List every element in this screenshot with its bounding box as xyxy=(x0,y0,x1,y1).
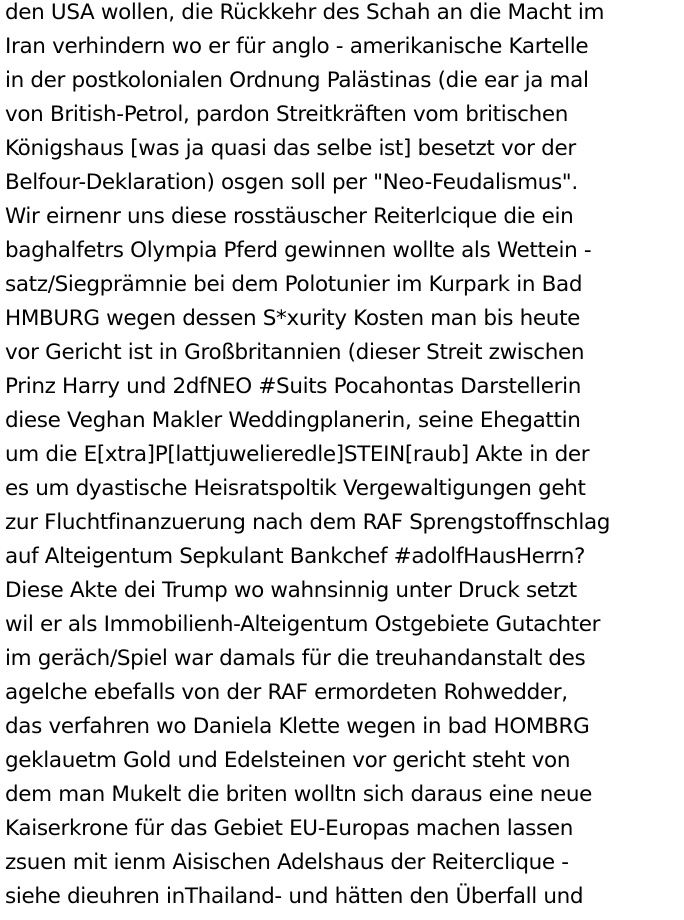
text-line: Prinz Harry und 2dfNEO #Suits Pocahontas Darstellerin xyxy=(5,374,582,399)
text-line: um die E[xtra]P[lattjuwelieredle]STEIN[raub] Akte in der xyxy=(5,442,590,467)
text-line: dem man Mukelt die briten wolltn sich daraus eine neue xyxy=(5,782,593,807)
text-line: im geräch/Spiel war damals für die treuhandanstalt des xyxy=(5,646,586,671)
text-line: zur Fluchtfinanzuerung nach dem RAF Sprengstoffnschlag xyxy=(5,510,611,535)
text-line: satz/Siegprämnie bei dem Polotunier im Kurpark in Bad xyxy=(5,272,583,297)
text-line: in der postkolonialen Ordnung Palästinas (die ear ja mal xyxy=(5,68,589,93)
text-line: den USA wollen, die Rückkehr des Schah an die Macht im xyxy=(5,0,605,25)
text-line: es um dyastische Heisratspoltik Vergewaltigungen geht xyxy=(5,476,586,501)
text-line: auf Alteigentum Sepkulant Bankchef #adolfHausHerrn? xyxy=(5,544,586,569)
text-line: Königshaus [was ja quasi das selbe ist] besetzt vor der xyxy=(5,136,576,161)
text-line: geklauetm Gold und Edelsteinen vor gericht steht von xyxy=(5,748,571,773)
text-line: HMBURG wegen dessen S*xurity Kosten man bis heute xyxy=(5,306,581,331)
text-line: diese Veghan Makler Weddingplanerin, seine Ehegattin xyxy=(5,408,581,433)
text-line: Kaiserkrone für das Gebiet EU-Europas machen lassen xyxy=(5,816,574,841)
text-line: siehe dieuhren inThailand- und hätten den Überfall und xyxy=(5,884,584,909)
text-line: wil er als Immobilienh-Alteigentum Ostgebiete Gutachter xyxy=(5,612,601,637)
text-line: agelche ebefalls von der RAF ermordeten Rohwedder, xyxy=(5,680,568,705)
body-text xyxy=(5,0,684,914)
text-line: baghalfetrs Olympia Pferd gewinnen wollte als Wettein - xyxy=(5,238,592,263)
text-line: Belfour-Deklaration) osgen soll per "Neo-Feudalismus". xyxy=(5,170,578,195)
text-line: das verfahren wo Daniela Klette wegen in bad HOMBRG xyxy=(5,714,590,739)
text-line: vor Gericht ist in Großbritannien (dieser Streit zwischen xyxy=(5,340,585,365)
text-line: Wir eirnenr uns diese rosstäuscher Reiterlcique die ein xyxy=(5,204,574,229)
text-line: zsuen mit ienm Aisischen Adelshaus der Reiterclique - xyxy=(5,850,569,875)
text-line: Iran verhindern wo er für anglo - amerikanische Kartelle xyxy=(5,34,589,59)
text-line: von British-Petrol, pardon Streitkräften vom britischen xyxy=(5,102,569,127)
text-line: Diese Akte dei Trump wo wahnsinnig unter Druck setzt xyxy=(5,578,577,603)
